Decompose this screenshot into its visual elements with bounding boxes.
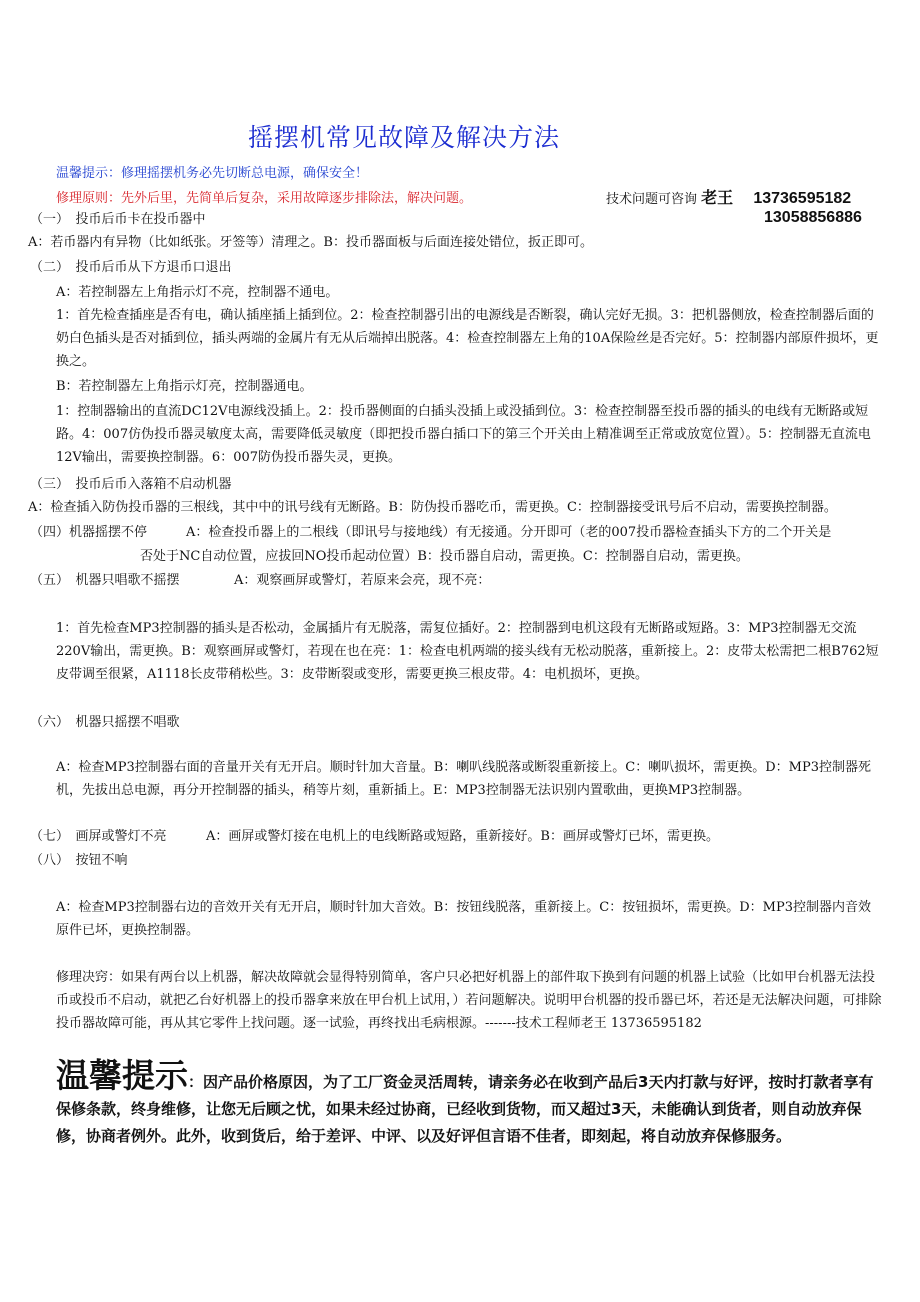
notice-text: 因产品价格原因，为了工厂资金灵活周转，请亲务必在收到产品后3天内打款与好评，按时打款者享有保修条款，终身维修，让您无后顾之忧，如果未经过协商，已经收到货物，而又超过3天，未能确认到货者，则自动放弃保修，协商者例外。此外，收到货后，给于差评、中评、以及好评但言语不佳者，即刻起，将自动放弃保修服务。 [56, 1073, 874, 1145]
page-title: 摇摆机常见故障及解决方法 [248, 123, 561, 152]
section-4-text-2: 否处于NC自动位置，应拔回NO投币起动位置）B：投币器自启动，需更换。C：控制器自启动，需更换。 [140, 549, 749, 564]
section-6-text: A：检查MP3控制器右面的音量开关有无开启。顺时针加大音量。B：喇叭线脱落或断裂重新接上。C：喇叭损坏，需更换。D：MP3控制器死机，先拔出总电源，再分开控制器的插头，稍等片刻，重新插上。E：MP3控制器无法识别内置歌曲，更换MP3控制器。 [56, 760, 871, 798]
contact-phone-2: 13058856886 [764, 209, 862, 226]
section-4-heading: （四）机器摇摆不停 [30, 525, 148, 540]
section-8-heading: （八） 按钮不响 [30, 853, 128, 868]
section-5-text: 1：首先检查MP3控制器的插头是否松动，金属插片有无脱落，需复位插好。2：控制器到电机这段有无断路或短路。3：MP3控制器无交流220V输出，需更换。B：观察画屏或警灯，若现在也在亮：1：检查电机两端的接头线有无松动脱落，重新接上。2：皮带太松需把二根B762短皮带调至很紧，A1118长皮带稍松些。3：皮带断裂或变形，需要更换三根皮带。4：电机损坏，更换。 [56, 621, 879, 682]
section-1-text: A：若币器内有异物（比如纸张。牙签等）清理之。B：投币器面板与后面连接处错位，扳正即可。 [28, 235, 593, 250]
section-6-heading: （六） 机器只摇摆不唱歌 [30, 715, 180, 730]
repair-tricks: 修理决窍：如果有两台以上机器，解决故障就会显得特别简单，客户只必把好机器上的部件取下换到有问题的机器上试验（比如甲台机器无法投币或投币不启动，就把乙台好机器上的投币器拿来放在甲台机上试用，）若问题解决。说明甲台机器的投币器已坏，若还是无法解决问题，可排除投币器故障可能，再从其它零件上找问题。逐一试验，再终找出毛病根源。-------技术工程师老王 13736595182 [56, 970, 882, 1031]
section-2-b-text: 1：控制器输出的直流DC12V电源线没插上。2：投币器侧面的白插头没插上或没插到位。3：检查控制器至投币器的插头的电线有无断路或短路。4：007仿伪投币器灵敏度太高，需要降低灵敏度（即把投币器白插口下的第三个开关由上精准调至正常或放宽位置）。5：控制器无直流电12V输出，需要换控制器。6：007防伪投币器失灵，更换。 [56, 404, 871, 465]
section-5-inline: A：观察画屏或警灯，若原来会亮，现不亮： [234, 573, 491, 588]
section-1-heading: （一） 投币后币卡在投币器中 [30, 212, 206, 227]
contact-label: 技术问题可咨询 [606, 192, 698, 207]
section-3-text: A：检查插入防伪投币器的三根线，其中中的讯号线有无断路。B：防伪投币器吃币，需更换。C：控制器接受讯号后不启动，需要换控制器。 [28, 500, 837, 515]
section-7-text: A：画屏或警灯接在电机上的电线断路或短路，重新接好。B：画屏或警灯已坏，需更换。 [206, 829, 719, 844]
notice-colon: ： [188, 1073, 204, 1091]
section-5-heading: （五） 机器只唱歌不摇摆 [30, 573, 180, 588]
section-4-text-1: A：检查投币器上的二根线（即讯号与接地线）有无接通。分开即可（老的007投币器检查插头下方的二个开关是 [186, 525, 832, 540]
section-2-heading: （二） 投币后币从下方退币口退出 [30, 260, 232, 275]
section-2-a-text: 1：首先检查插座是否有电，确认插座插上插到位。2：检查控制器引出的电源线是否断裂，确认完好无损。3：把机器侧放，检查控制器后面的奶白色插头是否对插到位，插头两端的金属片有无从后端掉出脱落。4：检查控制器左上角的10A保险丝是否完好。5：控制器内部原件损坏，更换之。 [56, 308, 879, 369]
contact-phone-1: 13736595182 [753, 190, 852, 207]
repair-principle: 修理原则：先外后里，先简单后复杂，采用故障逐步排除法，解决问题。 [56, 191, 473, 206]
section-8-text: A：检查MP3控制器右边的音效开关有无开启，顺时针加大音效。B：按钮线脱落，重新接上。C：按钮损坏，需更换。D：MP3控制器内音效原件已坏，更换控制器。 [56, 900, 871, 938]
contact-name: 老王 [701, 188, 734, 207]
section-2-b-head: B：若控制器左上角指示灯亮，控制器通电。 [56, 379, 313, 394]
warranty-notice [56, 1056, 882, 1150]
section-3-heading: （三） 投币后币入落箱不启动机器 [30, 477, 232, 492]
section-2-a-head: A：若控制器左上角指示灯不亮，控制器不通电。 [56, 285, 339, 300]
contact-info [606, 185, 851, 208]
section-7-heading: （七） 画屏或警灯不亮 [30, 829, 167, 844]
safety-tip: 温馨提示：修理摇摆机务必先切断总电源，确保安全！ [56, 166, 369, 181]
notice-label: 温馨提示 [56, 1056, 188, 1095]
